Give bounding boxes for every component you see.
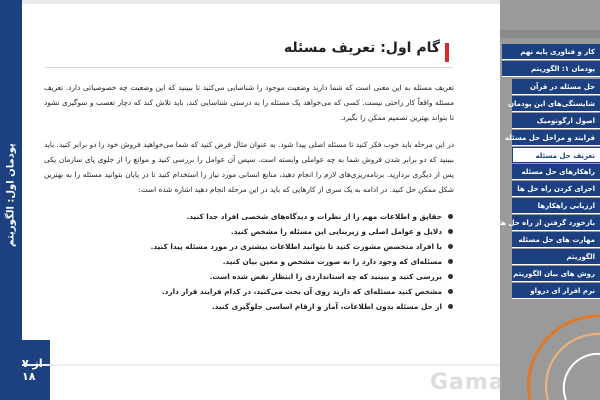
nav-item-competencies[interactable]: شایستگی‌های این پودمان [512, 96, 600, 112]
nav-item-skills[interactable]: مهارت های حل مسئله [512, 232, 600, 248]
nav-item-feedback[interactable]: بازخورد گرفتن از راه حل ها [512, 215, 600, 231]
list-item: بررسی کنید و ببینید که چه استانداردی را انتظار نقض شده است. [44, 269, 442, 284]
nav-item-ergonomics[interactable]: اصول ارگونومیک [512, 113, 600, 129]
nav-item-process[interactable]: فرایند و مراحل حل مسئله [512, 130, 600, 146]
nav-item-algorithm[interactable]: الگوریتم [512, 249, 600, 265]
decorative-arc [505, 296, 600, 400]
nav-item-expression[interactable]: روش های بیان الگوریتم [512, 266, 600, 282]
intro-paragraph: تعریف مسئله به این معنی است که شما دارید وضعیت موجود را شناسایی می‌کنید تا ببینید که این وضعیت چه خصوصیاتی دارد. تعریف مسئله واقعاً کار راحتی نیست. کسی که می‌خواهد یک مسئله را به درستی شناسایی کند، باید تلاش کند که دچار تعصب و سوگیری نشود تا بتواند بهترین تصمیم ممکن را بگیرد. [44, 83, 454, 122]
vertical-chapter-title-text: پودمان اول: الگوریتم [5, 143, 17, 247]
nav-item-course[interactable]: کار و فناوری پایه نهم [502, 44, 600, 60]
nav-top-band [500, 30, 600, 38]
nav-item-define-problem[interactable]: تعریف حل مسئله [512, 147, 600, 163]
title-underline [45, 67, 453, 68]
list-item: دلایل و عوامل اصلی و زیربنایی این مسئله را مشخص کنید. [44, 224, 442, 239]
task-list [44, 209, 454, 314]
list-item: با افراد متخصص مشورت کنید تا بتوانید اطلاعات بیشتری در مورد مسئله پیدا کنید. [44, 239, 442, 254]
list-item: مسئله‌ای که وجود دارد را به صورت مشخص و معین بیان کنید. [44, 254, 442, 269]
list-item: از حل مسئله بدون اطلاعات، آمار و ارقام اساسی جلوگیری کنید. [44, 299, 442, 314]
bottom-divider [22, 364, 500, 366]
list-item: مشخص کنید مسئله‌ای که دارید روی آن بحث می‌کنید، در کدام فرایند قرار دارد. [44, 284, 442, 299]
nav-item-implement[interactable]: اجرای کردن راه حل ها [512, 181, 600, 197]
nav-item-quran[interactable]: حل مسئله در قرآن [512, 79, 600, 95]
left-sidebar-strip [0, 0, 22, 400]
page-title: گام اول: تعریف مسئله [283, 40, 440, 56]
main-content [44, 80, 454, 314]
top-divider [22, 0, 500, 4]
list-item: حقایق و اطلاعات مهم را از نظرات و دیدگاه‌های شخصی افراد جدا کنید. [44, 209, 442, 224]
detail-paragraph: در این مرحله باید خوب فکر کنید تا مسئله اصلی پیدا شود. به عنوان مثال فرض کنید که شما می‌خواهید فروش خود را دو برابر کنید. باید ببینید که دو برابر شدن فروش شما به چه عواملی وابسته است. سپس آن عوامل را بررسی کنید و موانع را از جلوی پای سازمان یکی پس از دیگری بردارید. برنامه‌ریزی‌های لازم را انجام دهید، منابع انسانی مورد نیاز را استخدام کنید تا در پایان بتوانید مسئله را به بهترین شکل ممکن حل کنید. در ادامه به یک سری از کارهایی که باید در این مرحله انجام دهید اشاره شده است: [44, 140, 454, 194]
vertical-chapter-title [0, 120, 22, 270]
nav-item-evaluate[interactable]: ارزیابی راهکارها [512, 198, 600, 214]
nav-item-solutions[interactable]: راهکارهای حل مسئله [512, 164, 600, 180]
title-accent-bar [445, 43, 449, 62]
nav-item-software[interactable]: نرم افزار ای درواو [512, 283, 600, 299]
gama-watermark-logo: Gama [430, 370, 505, 395]
page-number-badge: ۱۸ [22, 340, 50, 400]
nav-item-module1[interactable]: پودمان ۱: الگوریتم [502, 61, 600, 77]
